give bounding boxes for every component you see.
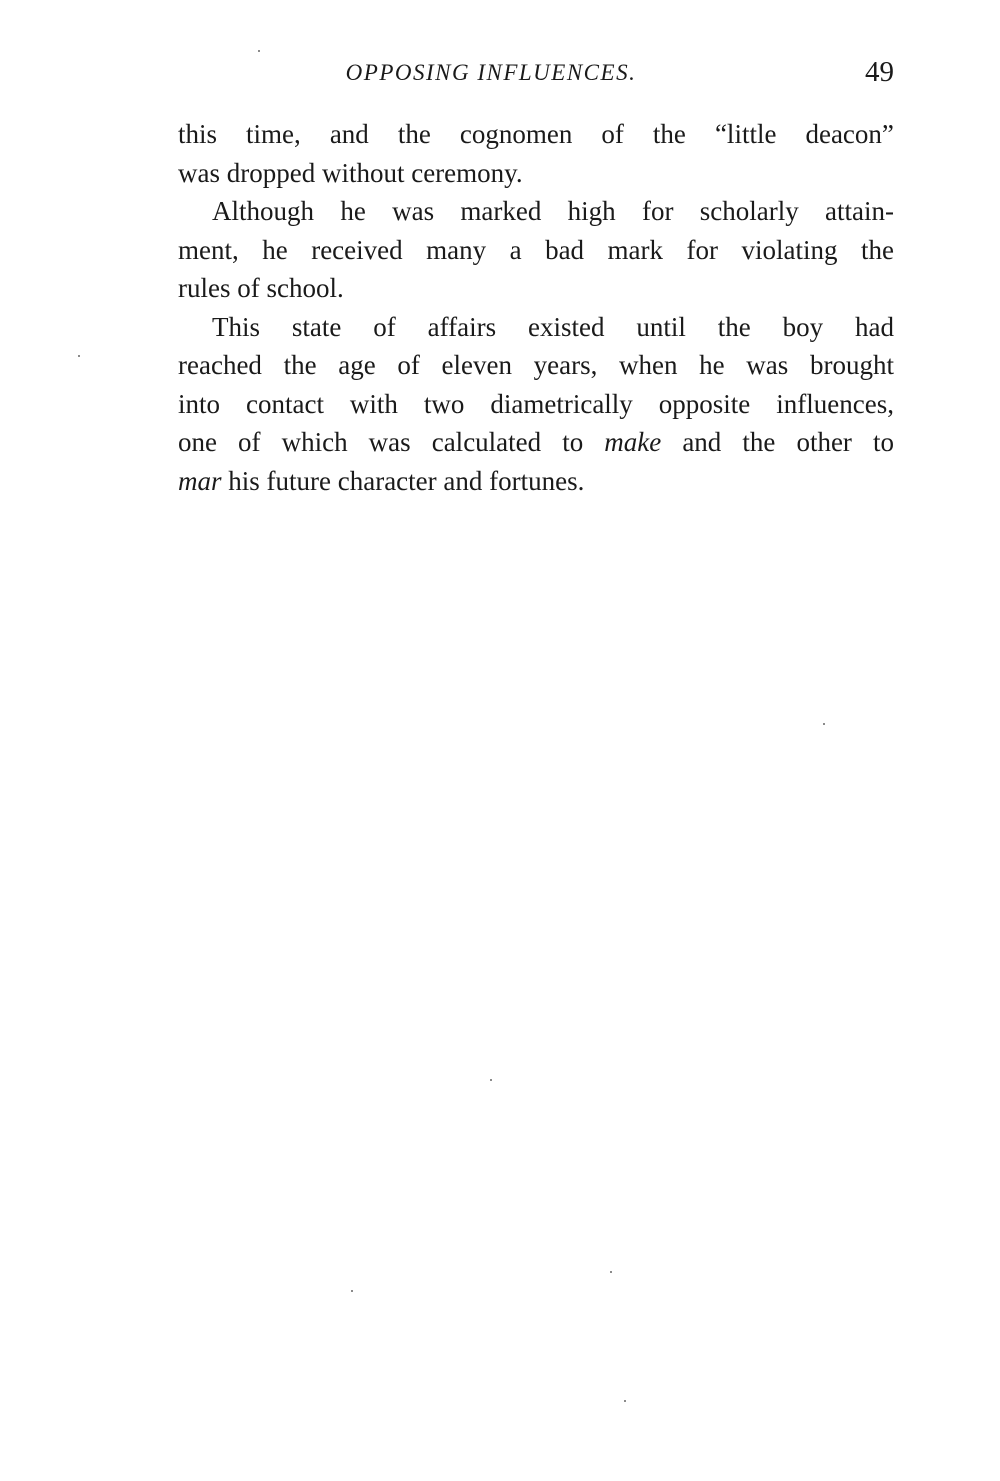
word: was [746, 350, 789, 380]
running-title: OPPOSING INFLUENCES. [345, 60, 637, 85]
word: the [397, 119, 431, 149]
word: age [338, 350, 376, 380]
word: he [699, 350, 725, 380]
word: received [311, 234, 403, 265]
word: the [652, 119, 686, 149]
word: the [860, 234, 894, 265]
word: many [426, 234, 487, 265]
word: and [329, 119, 369, 149]
word: a [509, 234, 522, 265]
text-line [178, 154, 894, 193]
word: diametrically [490, 388, 633, 419]
running-head [178, 56, 894, 94]
word: was [392, 196, 435, 226]
word: attain- [825, 196, 894, 226]
text-line [178, 385, 894, 424]
word: cognomen [459, 119, 573, 149]
word: contact [245, 388, 324, 419]
word: high [567, 196, 616, 226]
word: ment, [178, 234, 239, 265]
line-text: his future character and fortunes. [228, 465, 585, 496]
word: This [212, 311, 261, 342]
word: which [281, 427, 348, 457]
print-speck [490, 1079, 492, 1081]
word: “little [714, 119, 777, 149]
word: he [340, 196, 366, 226]
word: mark [607, 234, 664, 265]
italic-word: make [604, 427, 662, 457]
word: marked [460, 196, 542, 226]
word: state [291, 311, 342, 342]
word: Although [212, 196, 315, 226]
print-speck [624, 1400, 626, 1402]
word: was [368, 427, 411, 457]
word: calculated [431, 427, 542, 457]
word: for [641, 196, 674, 226]
text-line [178, 423, 894, 462]
word: affairs [427, 311, 497, 342]
word: he [262, 234, 288, 265]
word: scholarly [699, 196, 799, 226]
print-speck [258, 50, 260, 52]
word: into [178, 388, 221, 419]
print-speck [351, 1290, 353, 1292]
word: this [178, 119, 218, 149]
text-line [178, 269, 894, 308]
italic-word: mar [178, 465, 222, 496]
word: violating [741, 234, 838, 265]
word: of [601, 119, 624, 149]
word: to [872, 427, 894, 457]
word: years, [533, 350, 598, 380]
word: the [742, 427, 776, 457]
word: other [796, 427, 852, 457]
print-speck [78, 355, 80, 357]
page-number: 49 [865, 56, 894, 88]
word: had [854, 311, 894, 342]
word: the [717, 311, 751, 342]
word: eleven [441, 350, 512, 380]
word: influences, [776, 388, 894, 419]
word: of [373, 311, 396, 342]
word: time, [246, 119, 301, 149]
word: to [562, 427, 584, 457]
word: bad [545, 234, 585, 265]
print-speck [610, 1271, 612, 1273]
word: the [283, 350, 317, 380]
word: brought [809, 350, 894, 380]
line-text: was dropped without ceremony. [178, 157, 523, 188]
word: reached [178, 350, 262, 380]
word: of [397, 350, 420, 380]
word: of [238, 427, 261, 457]
word: existed [527, 311, 605, 342]
body-text [178, 115, 894, 500]
text-line [178, 231, 894, 270]
text-line [178, 192, 894, 231]
word: two [423, 388, 465, 419]
word: until [636, 311, 686, 342]
word: boy [782, 311, 824, 342]
word: for [686, 234, 718, 265]
word: one [178, 427, 217, 457]
text-line [178, 308, 894, 347]
text-line [178, 462, 894, 501]
word: with [349, 388, 398, 419]
text-line [178, 346, 894, 385]
word: opposite [658, 388, 751, 419]
line-text: rules of school. [178, 273, 344, 303]
word: deacon” [805, 119, 894, 149]
text-line [178, 115, 894, 154]
word: when [619, 350, 678, 380]
print-speck [823, 723, 825, 725]
word: and [682, 427, 722, 457]
